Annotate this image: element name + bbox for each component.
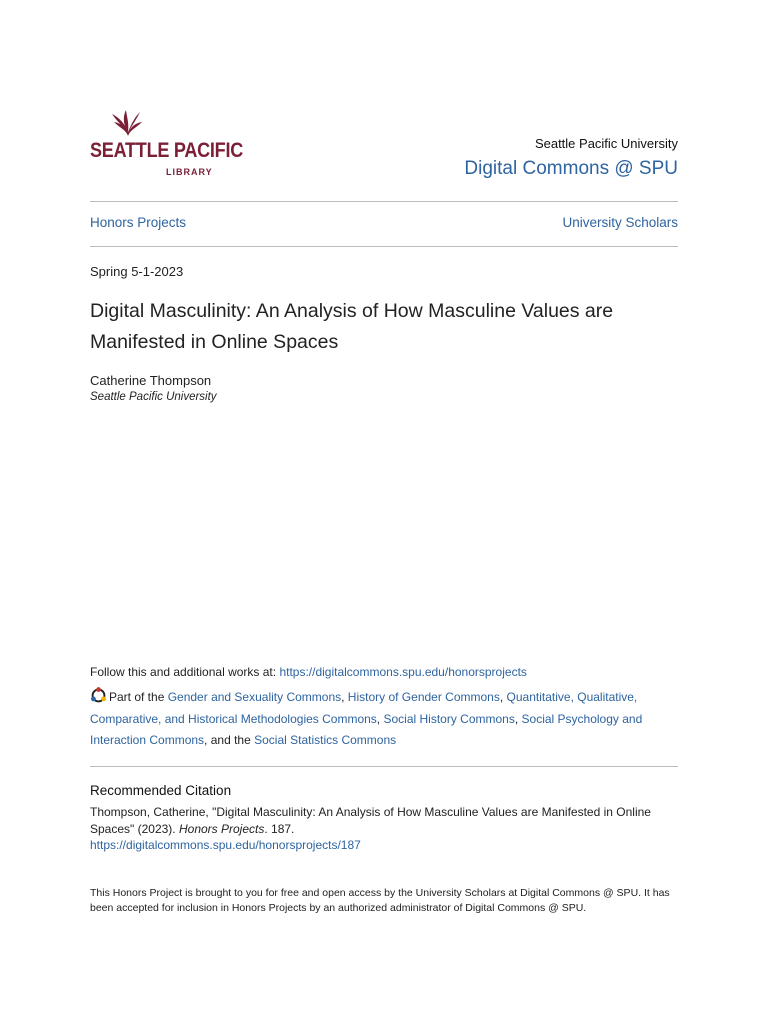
logo-subtitle: LIBRARY [166, 167, 213, 177]
citation-heading: Recommended Citation [90, 783, 232, 798]
seattle-pacific-flame-icon [110, 108, 146, 138]
and-the-text: , and the [204, 733, 255, 747]
access-statement: This Honors Project is brought to you for free and open access by the University Scholars at Digital Commons @ SPU. It has been accepted for inclusion in Honors Projects by an authorized administrator of Digital Commons @ SPU. [90, 887, 670, 914]
commons-link[interactable]: History of Gender Commons [347, 690, 500, 704]
author-name: Catherine Thompson [90, 373, 212, 388]
divider [90, 201, 678, 202]
divider [90, 246, 678, 247]
commons-link[interactable]: Social History Commons [383, 711, 515, 726]
cover-page [90, 0, 678, 1024]
bepress-network-icon [90, 687, 107, 704]
separator: , [341, 690, 348, 704]
citation-text [90, 804, 678, 837]
collection-link[interactable]: Honors Projects [90, 215, 187, 230]
author-affiliation: Seattle Pacific University [90, 391, 217, 403]
follow-label: Follow this and additional works at: [90, 665, 280, 679]
citation-suffix: . 187. [264, 821, 295, 836]
commons-link[interactable]: Social Statistics Commons [254, 733, 397, 747]
separator: , [499, 690, 507, 704]
community-link[interactable]: University Scholars [562, 215, 678, 230]
publication-date: Spring 5-1-2023 [90, 264, 184, 279]
institution-name: Seattle Pacific University [534, 136, 678, 151]
commons-link[interactable]: Quantitative, Qualitative, Comparative, and Historical Methodologies Commons [90, 690, 638, 726]
repository-link[interactable]: Digital Commons @ SPU [464, 158, 678, 179]
divider [90, 766, 678, 767]
follow-line [90, 665, 527, 679]
paper-title: Digital Masculinity: An Analysis of How Masculine Values are Manifested in Online Spaces [90, 300, 614, 353]
citation-url-link[interactable]: https://digitalcommons.spu.edu/honorsprojects/187 [90, 838, 361, 852]
part-of-commons [90, 687, 678, 752]
follow-url-link[interactable]: https://digitalcommons.spu.edu/honorsprojects [279, 665, 527, 679]
separator: , [514, 711, 522, 726]
header [90, 106, 678, 186]
commons-link[interactable]: Social Psychology and Interaction Commons [90, 711, 643, 747]
logo-wordmark: SEATTLE PACIFIC [90, 139, 243, 162]
separator: , [376, 711, 384, 726]
part-of-prefix: Part of the [109, 690, 168, 704]
citation-series: Honors Projects [178, 821, 265, 836]
library-logo[interactable] [90, 106, 243, 180]
commons-link[interactable]: Gender and Sexuality Commons [167, 690, 342, 704]
citation-plain: Thompson, Catherine, "Digital Masculinity: An Analysis of How Masculine Values are Manifested in Online Spaces" (2023). [90, 805, 651, 836]
